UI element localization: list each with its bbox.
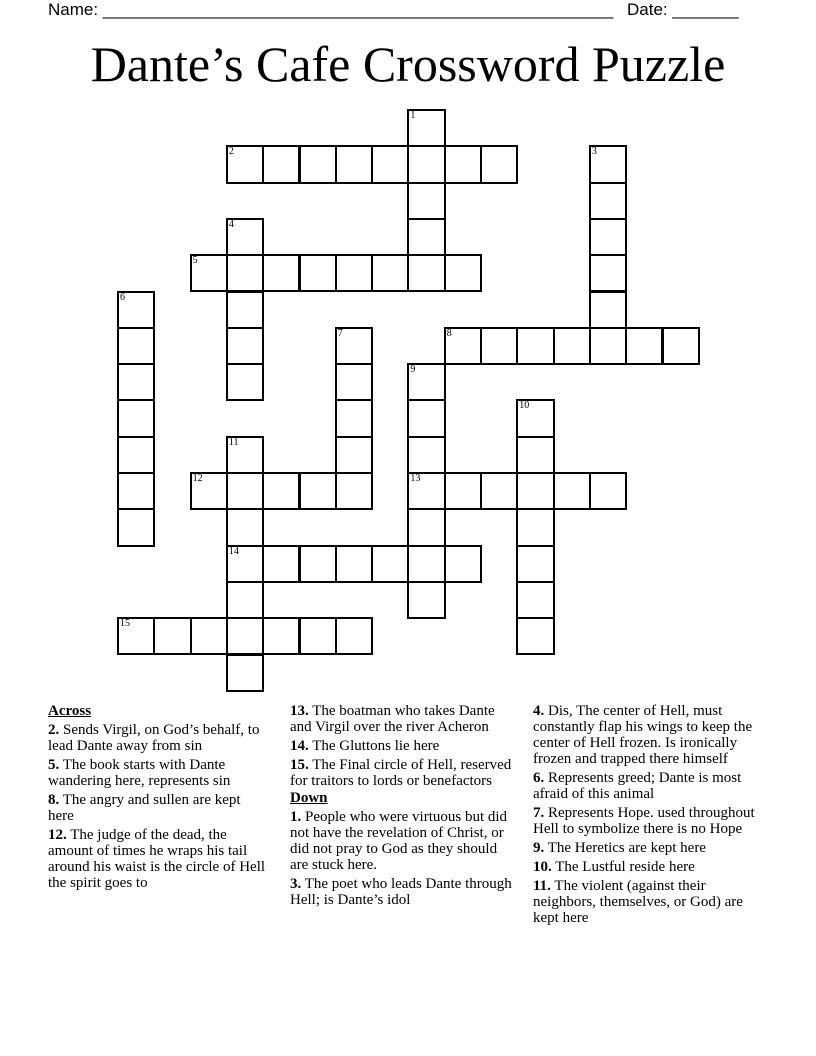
clue-number: 8 bbox=[446, 327, 452, 339]
grid-cell[interactable] bbox=[589, 145, 627, 183]
clue-item bbox=[290, 809, 516, 873]
name-label[interactable]: Name: ______________________________________________________ bbox=[48, 0, 614, 19]
clue-item bbox=[48, 722, 268, 754]
grid-cell[interactable] bbox=[407, 508, 445, 546]
grid-cell[interactable] bbox=[335, 617, 373, 655]
clue-item-text: Represents greed; Dante is most afraid of this animal bbox=[533, 770, 742, 802]
clue-item-number: 4. bbox=[533, 703, 545, 719]
down-heading: Down bbox=[290, 790, 328, 806]
grid-cell[interactable] bbox=[589, 327, 627, 365]
grid-cell[interactable] bbox=[444, 327, 482, 365]
clue-item bbox=[533, 840, 771, 856]
grid-cell[interactable] bbox=[516, 545, 554, 583]
clue-item bbox=[290, 703, 516, 735]
across-clue-list-continued bbox=[290, 703, 516, 789]
clue-item-text: The Gluttons lie here bbox=[308, 738, 440, 754]
grid-cell[interactable] bbox=[516, 617, 554, 655]
clue-item bbox=[48, 757, 268, 789]
grid-cell[interactable] bbox=[480, 327, 518, 365]
grid-cell[interactable] bbox=[226, 581, 264, 619]
clue-number: 2 bbox=[228, 146, 234, 158]
date-label[interactable]: Date: _______ bbox=[627, 0, 739, 19]
grid-cell[interactable] bbox=[589, 218, 627, 256]
grid-cell[interactable] bbox=[190, 617, 228, 655]
clue-number: 13 bbox=[410, 473, 421, 484]
across-heading: Across bbox=[48, 703, 92, 719]
grid-cell[interactable] bbox=[190, 472, 228, 510]
grid-cell[interactable] bbox=[662, 327, 700, 365]
grid-cell[interactable] bbox=[226, 327, 264, 365]
grid-cell[interactable] bbox=[371, 545, 409, 583]
clues-column-2 bbox=[290, 703, 516, 908]
clue-number: 1 bbox=[410, 110, 416, 121]
clue-number: 7 bbox=[337, 327, 343, 339]
grid-cell[interactable] bbox=[117, 617, 155, 655]
clue-item-number: 3. bbox=[290, 876, 302, 892]
grid-cell[interactable] bbox=[444, 254, 482, 292]
clue-item bbox=[533, 878, 771, 926]
grid-cell[interactable] bbox=[226, 472, 264, 510]
grid-cell[interactable] bbox=[407, 363, 445, 401]
clue-number: 9 bbox=[410, 364, 416, 376]
down-clue-list-continued bbox=[533, 703, 771, 926]
grid-cell[interactable] bbox=[153, 617, 191, 655]
grid-cell[interactable] bbox=[407, 399, 445, 437]
grid-cell[interactable] bbox=[407, 109, 445, 147]
clue-item-text: The book starts with Dante wandering here, represents sin bbox=[48, 757, 231, 789]
grid-cell[interactable] bbox=[117, 508, 155, 546]
clues-column-3 bbox=[533, 703, 771, 926]
grid-cell[interactable] bbox=[407, 218, 445, 256]
clue-item-text: The Heretics are kept here bbox=[544, 840, 706, 856]
clue-item-number: 14. bbox=[290, 738, 309, 754]
clue-number: 10 bbox=[519, 400, 530, 412]
clue-item bbox=[533, 805, 771, 837]
grid-cell[interactable] bbox=[299, 254, 337, 292]
grid-cell[interactable] bbox=[516, 508, 554, 546]
grid-cell[interactable] bbox=[371, 145, 409, 183]
grid-cell[interactable] bbox=[226, 436, 264, 474]
grid-cell[interactable] bbox=[117, 291, 155, 329]
clue-item bbox=[290, 876, 516, 908]
clue-item-text: The poet who leads Dante through Hell; is Dante’s idol bbox=[290, 876, 512, 908]
clue-item-text: The angry and sullen are kept here bbox=[48, 792, 241, 824]
grid-cell[interactable] bbox=[516, 399, 554, 437]
grid-cell[interactable] bbox=[262, 145, 300, 183]
clue-item bbox=[48, 792, 268, 824]
grid-cell[interactable] bbox=[226, 363, 264, 401]
grid-cell[interactable] bbox=[299, 145, 337, 183]
grid-cell[interactable] bbox=[553, 327, 591, 365]
clue-item bbox=[533, 703, 771, 767]
clue-item-number: 11. bbox=[533, 878, 551, 894]
clue-number: 11 bbox=[228, 436, 239, 448]
clue-item-number: 6. bbox=[533, 770, 545, 786]
grid-cell[interactable] bbox=[117, 327, 155, 365]
clue-number: 3 bbox=[591, 146, 597, 158]
grid-cell[interactable] bbox=[262, 545, 300, 583]
clue-item-text: The violent (against their neighbors, themselves, or God) are kept here bbox=[533, 878, 743, 926]
grid-cell[interactable] bbox=[262, 254, 300, 292]
clue-number: 4 bbox=[228, 218, 234, 230]
clue-item-number: 10. bbox=[533, 859, 552, 875]
clue-item-text: The Final circle of Hell, reserved for traitors to lords or benefactors bbox=[290, 757, 512, 789]
down-clue-list bbox=[290, 809, 516, 908]
grid-cell[interactable] bbox=[117, 436, 155, 474]
grid-cell[interactable] bbox=[407, 436, 445, 474]
clue-item-number: 15. bbox=[290, 757, 309, 773]
across-clue-list bbox=[48, 722, 268, 891]
clue-item-text: The boatman who takes Dante and Virgil over the river Acheron bbox=[290, 703, 495, 735]
clue-item-text: The Lustful reside here bbox=[551, 859, 695, 875]
clue-item-text: Sends Virgil, on God’s behalf, to lead Dante away from sin bbox=[48, 722, 260, 754]
grid-cell[interactable] bbox=[516, 581, 554, 619]
grid-cell[interactable] bbox=[226, 508, 264, 546]
clue-item-number: 9. bbox=[533, 840, 545, 856]
clue-item bbox=[48, 827, 268, 891]
grid-cell[interactable] bbox=[335, 472, 373, 510]
grid-cell[interactable] bbox=[262, 617, 300, 655]
clue-item-number: 13. bbox=[290, 703, 309, 719]
grid-cell[interactable] bbox=[262, 472, 300, 510]
grid-cell[interactable] bbox=[117, 363, 155, 401]
clue-item-text: Dis, The center of Hell, must constantly flap his wings to keep the center of Hell frozen. Is ironically frozen and trapped there himself bbox=[533, 703, 753, 767]
grid-cell[interactable] bbox=[335, 145, 373, 183]
grid-cell[interactable] bbox=[226, 291, 264, 329]
grid-cell[interactable] bbox=[226, 654, 264, 692]
grid-cell[interactable] bbox=[589, 254, 627, 292]
grid-cell[interactable] bbox=[190, 254, 228, 292]
grid-cell[interactable] bbox=[444, 145, 482, 183]
grid-cell[interactable] bbox=[226, 617, 264, 655]
clue-item-number: 8. bbox=[48, 792, 60, 808]
clue-number: 15 bbox=[120, 618, 130, 630]
grid-cell[interactable] bbox=[516, 472, 554, 510]
grid-cell[interactable] bbox=[480, 145, 518, 183]
grid-cell[interactable] bbox=[407, 472, 445, 510]
grid-cell[interactable] bbox=[516, 327, 554, 365]
clue-item bbox=[533, 859, 771, 875]
grid-cell[interactable] bbox=[444, 472, 482, 510]
clue-item bbox=[533, 770, 771, 802]
grid-cell[interactable] bbox=[335, 327, 373, 365]
grid-cell[interactable] bbox=[226, 545, 264, 583]
grid-cell[interactable] bbox=[407, 545, 445, 583]
clue-item-number: 7. bbox=[533, 805, 545, 821]
grid-cell[interactable] bbox=[226, 145, 264, 183]
clue-number: 6 bbox=[120, 291, 125, 303]
grid-cell[interactable] bbox=[226, 254, 264, 292]
clue-item-text: The judge of the dead, the amount of times he wraps his tail around his waist is the circle of Hell the spirit goes to bbox=[48, 827, 266, 891]
clue-item bbox=[290, 757, 516, 789]
grid-cell[interactable] bbox=[335, 254, 373, 292]
grid-cell[interactable] bbox=[335, 399, 373, 437]
grid-cell[interactable] bbox=[407, 254, 445, 292]
clues-column-1 bbox=[48, 703, 268, 891]
clue-number: 14 bbox=[228, 545, 239, 557]
grid-cell[interactable] bbox=[516, 436, 554, 474]
clue-item-number: 12. bbox=[48, 827, 67, 843]
grid-cell[interactable] bbox=[589, 182, 627, 220]
grid-cell[interactable] bbox=[444, 545, 482, 583]
grid-cell[interactable] bbox=[299, 472, 337, 510]
grid-cell[interactable] bbox=[299, 545, 337, 583]
clue-item-number: 5. bbox=[48, 757, 60, 773]
grid-cell[interactable] bbox=[335, 363, 373, 401]
grid-cell[interactable] bbox=[553, 472, 591, 510]
grid-cell[interactable] bbox=[226, 218, 264, 256]
clue-item bbox=[290, 738, 516, 754]
grid-cell[interactable] bbox=[117, 472, 155, 510]
page-title: Dante’s Cafe Crossword Puzzle bbox=[90, 36, 726, 92]
grid-cell[interactable] bbox=[407, 182, 445, 220]
clue-item-text: People who were virtuous but did not have the revelation of Christ, or did not pray to God as they should are stuck here. bbox=[290, 809, 508, 873]
grid-cell[interactable] bbox=[407, 145, 445, 183]
clue-item-number: 2. bbox=[48, 722, 60, 738]
grid-cell[interactable] bbox=[589, 472, 627, 510]
grid-cell[interactable] bbox=[299, 617, 337, 655]
clue-item-text: Represents Hope. used throughout Hell to symbolize there is no Hope bbox=[533, 805, 755, 837]
clue-number: 5 bbox=[192, 255, 198, 267]
grid-cell[interactable] bbox=[117, 399, 155, 437]
grid-cell[interactable] bbox=[371, 254, 409, 292]
grid-cell[interactable] bbox=[589, 291, 627, 329]
clue-number: 12 bbox=[192, 473, 203, 484]
grid-cell[interactable] bbox=[407, 581, 445, 619]
grid-cell[interactable] bbox=[335, 436, 373, 474]
clue-item-number: 1. bbox=[290, 809, 302, 825]
grid-cell[interactable] bbox=[625, 327, 663, 365]
grid-cell[interactable] bbox=[480, 472, 518, 510]
grid-cell[interactable] bbox=[335, 545, 373, 583]
